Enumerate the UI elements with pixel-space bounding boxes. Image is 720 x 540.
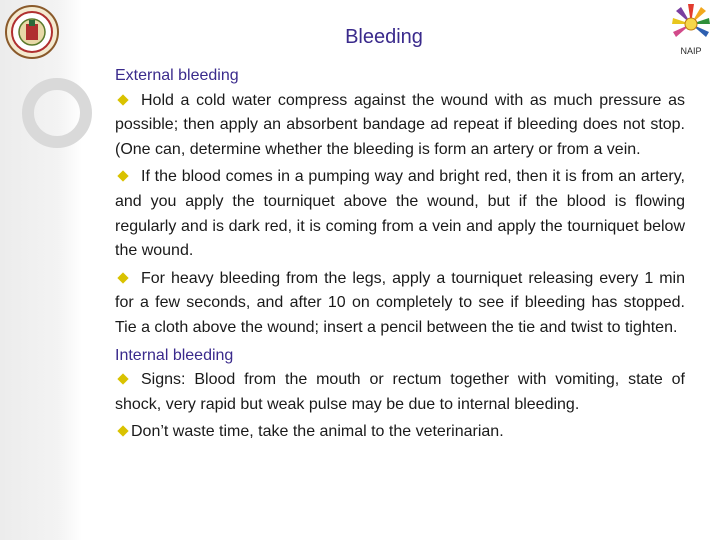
decorative-ring — [22, 78, 92, 148]
list-item-text: Hold a cold water compress against the wound with as much pressure as possible; then apply an absorbent bandage ad repeat if bleeding does not stop. (One can, determine whether the bleeding is form an artery or from a vein. — [115, 91, 685, 158]
svg-text:NAIP: NAIP — [680, 46, 702, 56]
diamond-bullet-icon — [117, 171, 128, 182]
slide-title: Bleeding — [345, 26, 423, 48]
diamond-bullet-icon — [117, 373, 128, 384]
section-heading-internal: Internal bleeding — [115, 346, 234, 364]
list-item-text: Don’t waste time, take the animal to the veterinarian. — [131, 423, 504, 441]
list-item — [115, 267, 685, 341]
diamond-bullet-icon — [117, 272, 128, 283]
section-heading-external: External bleeding — [115, 67, 239, 84]
diamond-bullet-icon — [117, 94, 128, 105]
list-item — [115, 420, 685, 445]
diamond-bullet-icon — [117, 426, 128, 437]
list-item — [115, 89, 685, 163]
list-item — [115, 368, 685, 417]
slide-content — [115, 64, 685, 448]
list-item-text: If the blood comes in a pumping way and bright red, then it is from an artery, and you apply the tourniquet above the wound, but if the blood is flowing regularly and is dark red, it is coming from a vein and apply the tourniquet below the wound. — [115, 168, 685, 260]
list-item-text: For heavy bleeding from the legs, apply a tourniquet releasing every 1 min for a few seconds, and after 10 on completely to see if bleeding has stopped. Tie a cloth above the wound; insert a pencil between the tie and twist to tighten. — [115, 269, 685, 336]
list-item — [115, 165, 685, 263]
list-item-text: Signs: Blood from the mouth or rectum together with vomiting, state of shock, very rapid but weak pulse may be due to internal bleeding. — [115, 371, 685, 413]
